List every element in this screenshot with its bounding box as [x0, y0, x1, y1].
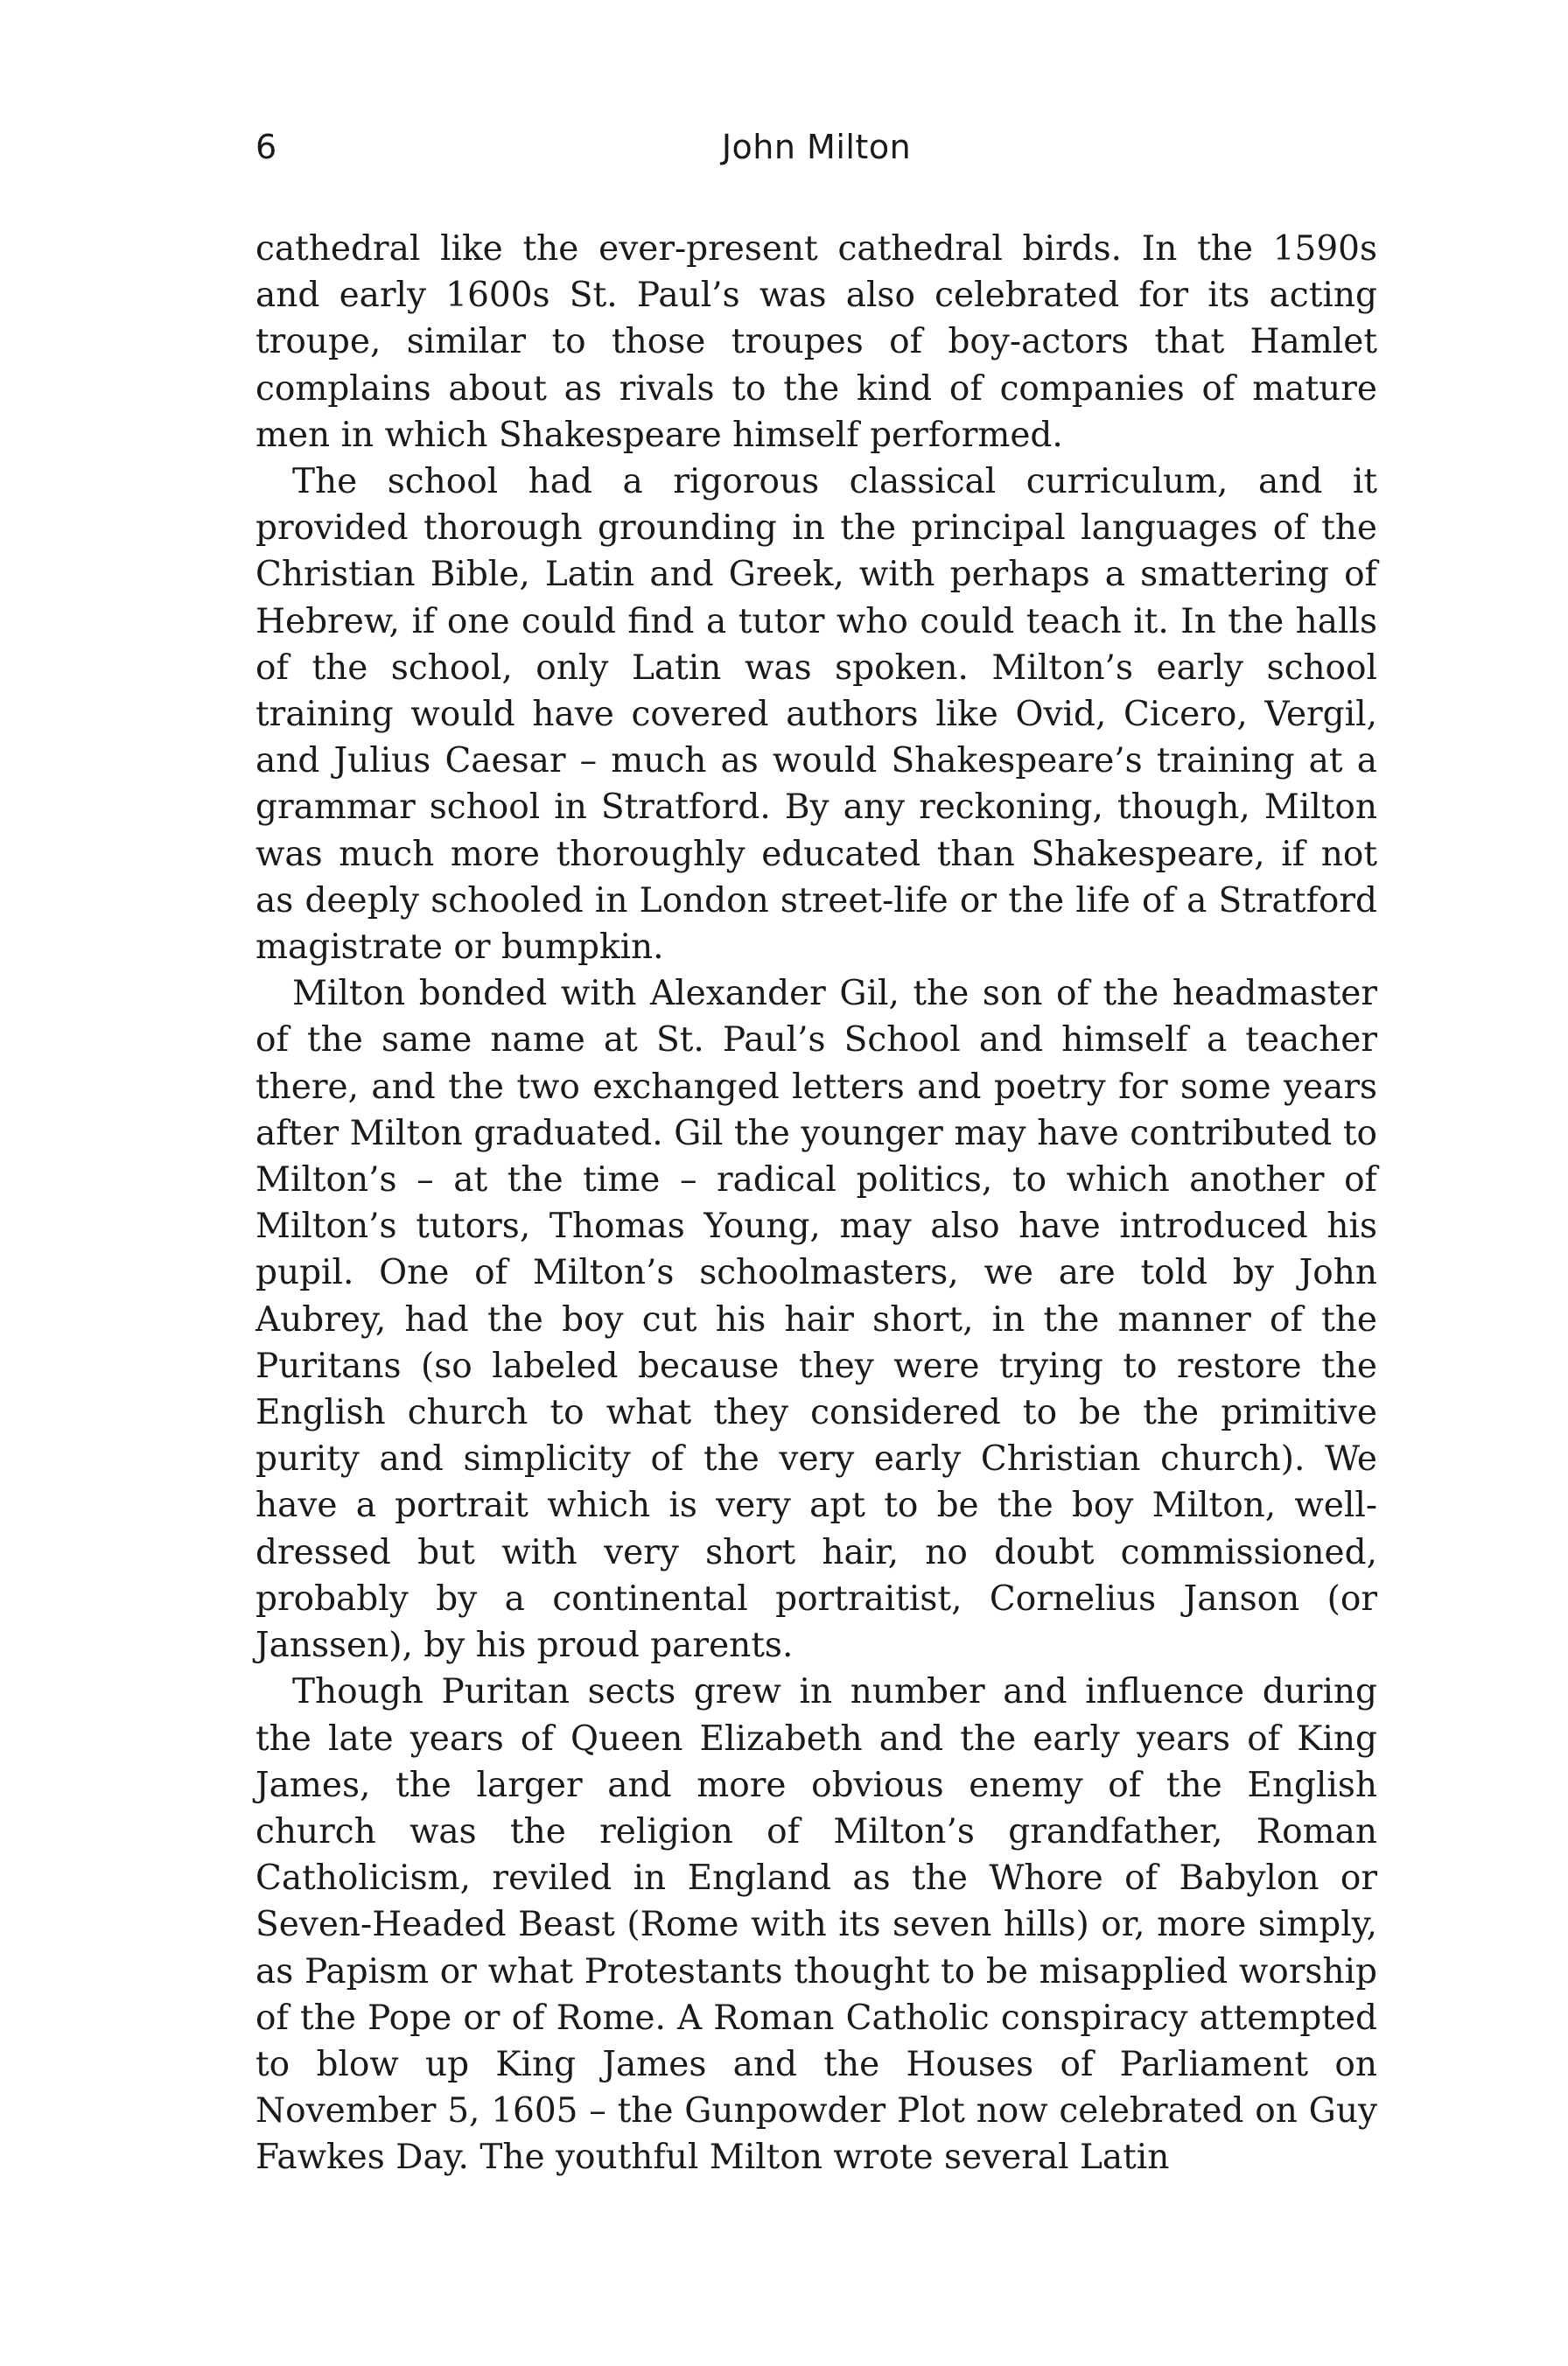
running-head [256, 122, 1377, 172]
body-text [256, 226, 1377, 2181]
paragraph: Milton bonded with Alexander Gil, the son of the headmaster of the same name at St. Paul’s School and himself a teacher there, and the two exchanged letters and poetry for some years after Milton graduated. Gil the younger may have contributed to Milton’s – at the time – radical politics, to which another of Milton’s tutors, Thomas Young, may also have introduced his pupil. One of Milton’s schoolmasters, we are told by John Aubrey, had the boy cut his hair short, in the manner of the Puritans (so labeled because they were trying to restore the English church to what they considered to be the primitive purity and simplicity of the very early Christian church). We have a portrait which is very apt to be the boy Milton, well-dressed but with very short hair, no doubt commissioned, probably by a continental portraitist, Cornelius Janson (or Janssen), by his proud parents. [256, 974, 1377, 1666]
paragraph-continued: cathedral like the ever-present cathedral birds. In the 1590s and early 1600s St. Paul’s was also celebrated for its acting troupe, similar to those troupes of boy-actors that Hamlet complains about as rivals to the kind of companies of mature men in which Shakespeare himself performed. [256, 229, 1377, 455]
paragraph: The school had a rigorous classical curriculum, and it provided thorough grounding in the principal languages of the Christian Bible, Latin and Greek, with perhaps a smattering of Hebrew, if one could find a tutor who could teach it. In the halls of the school, only Latin was spoken. Milton’s early school training would have covered authors like Ovid, Cicero, Vergil, and Julius Caesar – much as would Shakespeare’s training at a grammar school in Stratford. By any reckoning, though, Milton was much more thoroughly educated than Shakespeare, if not as deeply schooled in London street-life or the life of a Stratford magistrate or bumpkin. [256, 462, 1377, 968]
running-title: John Milton [721, 128, 912, 166]
page-number: 6 [256, 128, 277, 166]
paragraph: Though Puritan sects grew in number and influence during the late years of Queen Elizabeth and the early years of King James, the larger and more obvious enemy of the English church was the religion of Milton’s grandfather, Roman Catholicism, reviled in England as the Whore of Babylon or Seven-Headed Beast (Rome with its seven hills) or, more simply, as Papism or what Protestants thought to be misapplied worship of the Pope or of Rome. A Roman Catholic conspiracy attempted to blow up King James and the Houses of Parliament on November 5, 1605 – the Gunpowder Plot now celebrated on Guy Fawkes Day. The youthful Milton wrote several Latin [256, 1672, 1377, 2178]
